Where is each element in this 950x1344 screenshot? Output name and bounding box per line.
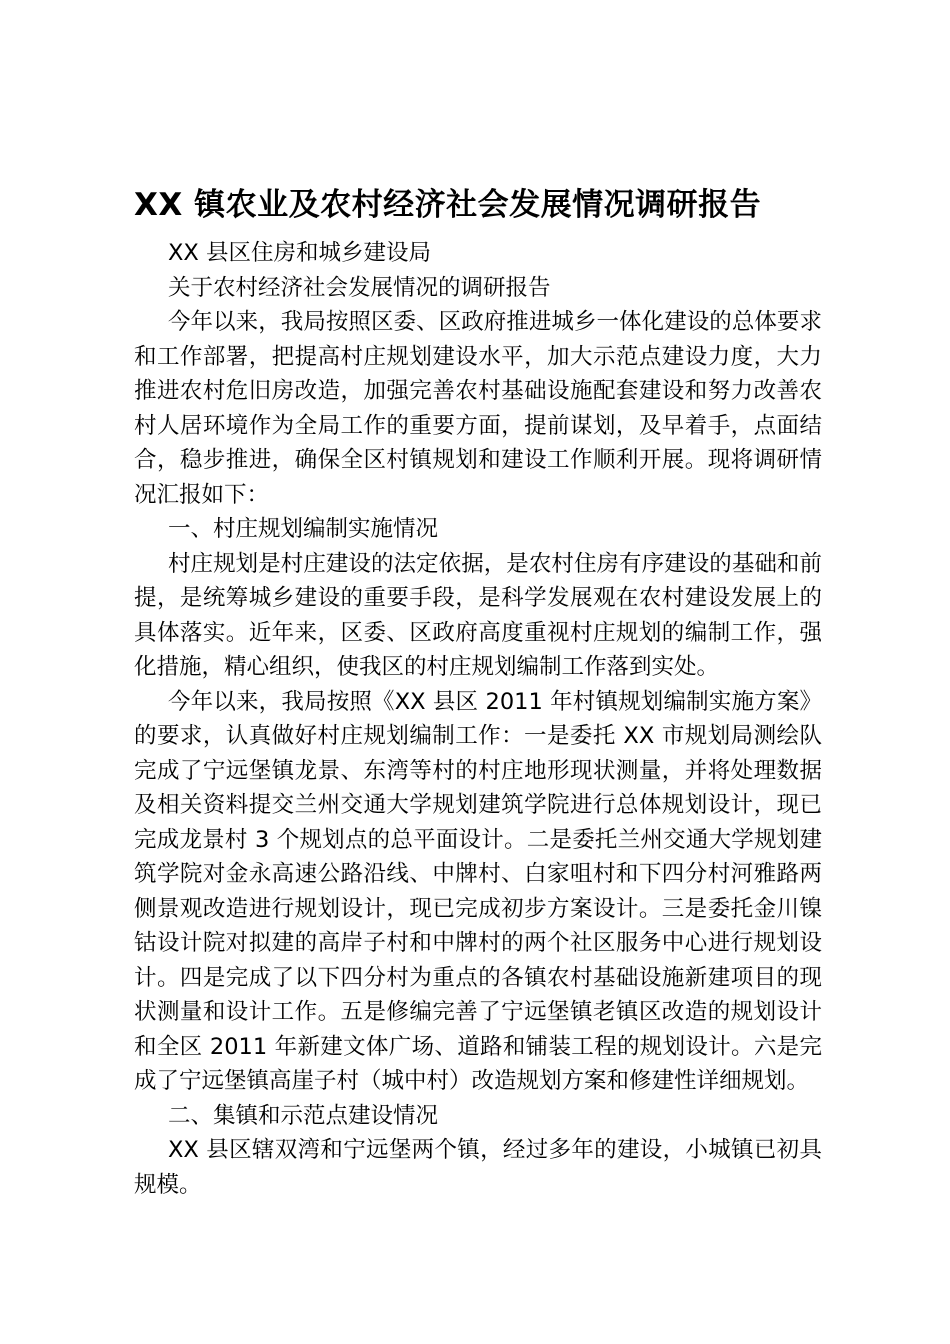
body-paragraph: XX 县区辖双湾和宁远堡两个镇，经过多年的建设，小城镇已初具规模。 [134, 1137, 822, 1198]
issuer-line: XX 县区住房和城乡建设局 [168, 240, 431, 266]
body-paragraph-intro: 今年以来，我局按照区委、区政府推进城乡一体化建设的总体要求和工作部署，把提高村庄规划建设水平，加大示范点建设力度，大力推进农村危旧房改造，加强完善农村基础设施配套建设和努力改善农村人居环境作为全局工作的重要方面，提前谋划，及早着手，点面结合，稳步推进，确保全区村镇规划和建设工作顺利开展。现将调研情况汇报如下： [134, 309, 822, 508]
section-heading-1: 一、村庄规划编制实施情况 [168, 516, 439, 542]
document-title: XX 镇农业及农村经济社会发展情况调研报告 [134, 187, 762, 223]
body-paragraph: 村庄规划是村庄建设的法定依据，是农村住房有序建设的基础和前提，是统筹城乡建设的重要手段，是科学发展观在农村建设发展上的具体落实。近年来，区委、区政府高度重视村庄规划的编制工作，强化措施，精心组织，使我区的村庄规划编制工作落到实处。 [134, 550, 822, 680]
document-body [134, 236, 822, 1202]
section-heading-2: 二、集镇和示范点建设情况 [168, 1102, 439, 1129]
report-subtitle: 关于农村经济社会发展情况的调研报告 [168, 274, 551, 301]
body-paragraph: 今年以来，我局按照《XX 县区 2011 年村镇规划编制实施方案》的要求，认真做好村庄规划编制工作：一是委托 XX 市规划局测绘队完成了宁远堡镇龙景、东湾等村的村庄地形现状测量，并将处理数据及相关资料提交兰州交通大学规划建筑学院进行总体规划设计，现已完成龙景村 3 个规划点的总平面设计。二是委托兰州交通大学规划建筑学院对金永高速公路沿线、中牌村、白家咀村和下四分村河雅路两侧景观改造进行规划设计，现已完成初步方案设计。三是委托金川镍钴设计院对拟建的高岸子村和中牌村的两个社区服务中心进行规划设计。四是完成了以下四分村为重点的各镇农村基础设施新建项目的现状测量和设计工作。五是修编完善了宁远堡镇老镇区改造的规划设计和全区 2011 年新建文体广场、道路和铺装工程的规划设计。六是完成了宁远堡镇高崖子村（城中村）改造规划方案和修建性详细规划。 [134, 688, 822, 1094]
